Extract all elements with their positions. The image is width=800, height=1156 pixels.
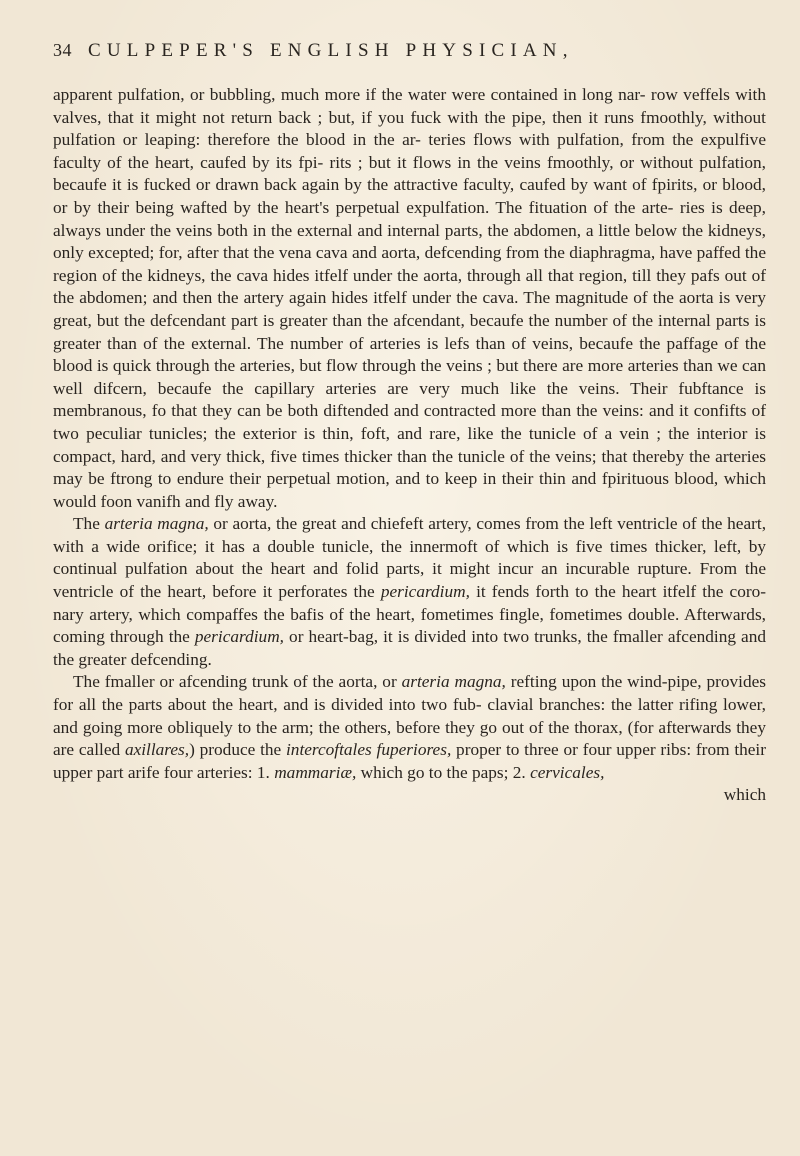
paragraph-3: The fmaller or afcending trunk of the aorta, or arteria magna, refting upon the wind-pipe, provides for all the parts about the heart, and is divided into two fub- clavial branches: the latter rifing lower, and going more obliquely to the arm; the others, before they go out of the thorax, (for afterwards they are called axillares,) produce the intercoftales fuperiores, proper to three or four upper ribs: from their upper part arife four arteries: 1. mammariæ, which go to the paps; 2. cervicales, bbox=[53, 672, 766, 782]
body-text bbox=[53, 84, 766, 807]
italic-term: intercoftales fuperiores, bbox=[286, 740, 452, 760]
page-number: 34 bbox=[53, 40, 72, 60]
italic-term: arteria magna, bbox=[401, 672, 506, 692]
catchword: which bbox=[723, 785, 766, 805]
italic-term: arteria magna, bbox=[104, 514, 209, 534]
italic-term: cervicales, bbox=[530, 762, 605, 782]
paragraph-1: apparent pulfation, or bubbling, much more if the water were contained in long nar- row veffels with valves, that it might not return back ; but, if you fuck with the pipe, then it runs fmoothly, without pulfation or leaping: therefore the blood in the ar- teries flows with pulfation, from the expulfive faculty of the heart, caufed by its fpi- rits ; but it flows in the veins fmoothly, or without pulfation, becaufe it is fucked or drawn back again by the attractive faculty, caufed by want of fpirits, or blood, or by their being wafted by the heart's perpetual expulfation. The fituation of the arte- ries is deep, always under the veins both in the external and internal parts, the abdomen, a little below the kidneys, only excepted; for, after that the vena cava and aorta, defcending from the diaphragma, have paffed the region of the kidneys, the cava hides itfelf under the aorta, through all that region, till they pafs out of the abdomen; and then the artery again hides itfelf under the cava. The magnitude of the aorta is very great, but the defcendant part is greater than the afcendant, becaufe the number of the internal parts is greater than of the external. The number of arteries is lefs than of veins, becaufe the paffage of the blood is quick through the arteries, but flow through the veins ; but there are more arteries than we can well difcern, becaufe the capillary arteries are very much like the veins. Their fubftance is membranous, fo that they can be both diftended and contracted more than the veins: and it confifts of two peculiar tunicles; the exterior is thin, foft, and rare, like the tunicle of a vein ; the interior is compact, hard, and very thick, five times thicker than the tunicle of the veins; that thereby the arteries may be ftrong to endure their perpetual motion, and to keep in their thin and fpirituous blood, which would foon vanifh and fly away. bbox=[53, 85, 766, 511]
paragraph-2: The arteria magna, or aorta, the great and chiefeft artery, comes from the left ventricle of the heart, with a wide orifice; it has a double tunicle, the innermoft of which is five times thicker, left, by continual pulfation about the heart and folid parts, it might incur an incurable rupture. From the ventricle of the heart, before it perforates the pericardium, it fends forth to the heart itfelf the coro- nary artery, which compaffes the bafis of the heart, fometimes fingle, fometimes double. Afterwards, coming through the pericardium, or heart-bag, it is divided into two trunks, the fmaller afcending and the greater defcending. bbox=[53, 514, 767, 669]
italic-term: pericardium, bbox=[380, 582, 470, 602]
italic-term: mammariæ, bbox=[274, 762, 357, 782]
running-title: CULPEPER'S ENGLISH PHYSICIAN, bbox=[88, 40, 574, 61]
italic-term: pericardium, bbox=[194, 627, 284, 647]
page-header bbox=[53, 40, 703, 62]
italic-term: axillares, bbox=[124, 740, 190, 760]
